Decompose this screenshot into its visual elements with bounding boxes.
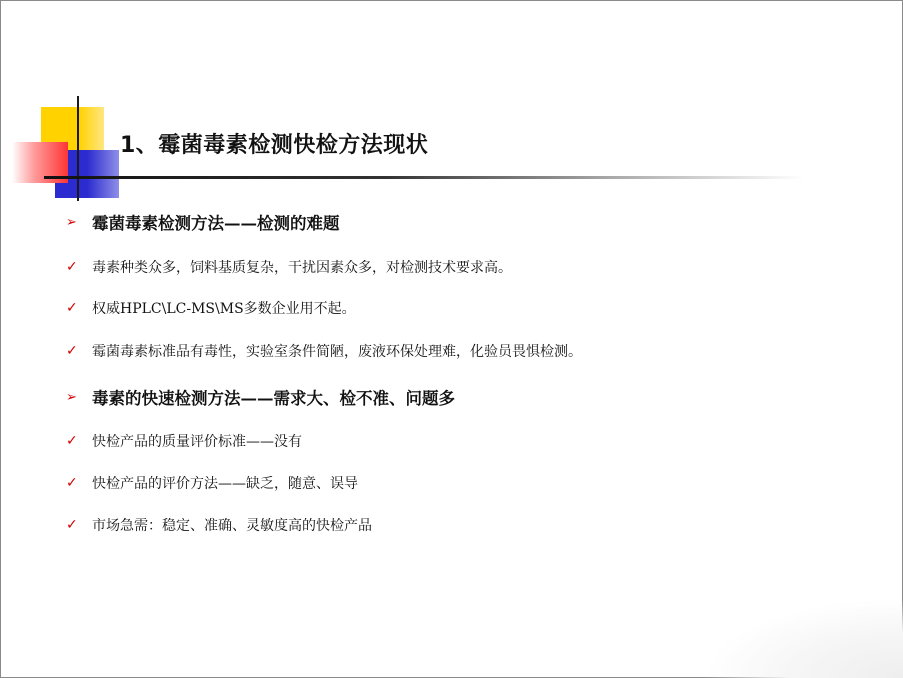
- arrow-bullet-icon: ➢: [66, 214, 77, 230]
- arrow-bullet-icon: ➢: [66, 389, 77, 405]
- check-bullet-icon: ✓: [66, 475, 78, 491]
- section-heading: [66, 385, 455, 409]
- list-item: [66, 473, 358, 493]
- decor-vertical-line: [77, 96, 79, 201]
- list-item-text: 快检产品的质量评价标准——没有: [92, 434, 302, 450]
- title-underline: [44, 176, 804, 179]
- section-heading-text: 毒素的快速检测方法——需求大、检不准、问题多: [92, 389, 455, 408]
- list-item-text: 快检产品的评价方法——缺乏，随意、误导: [92, 476, 358, 492]
- check-bullet-icon: ✓: [66, 433, 78, 449]
- check-bullet-icon: ✓: [66, 259, 78, 275]
- list-item: [66, 341, 582, 361]
- check-bullet-icon: ✓: [66, 300, 78, 316]
- list-item: [66, 515, 372, 535]
- check-bullet-icon: ✓: [66, 343, 78, 359]
- section-heading-text: 霉菌毒素检测方法——检测的难题: [92, 214, 340, 233]
- slide-title: 1、霉菌毒素检测快检方法现状: [120, 133, 429, 158]
- check-bullet-icon: ✓: [66, 517, 78, 533]
- decor-corner-wave: [703, 598, 903, 678]
- list-item-text: 权威HPLC\LC-MS\MS多数企业用不起。: [92, 301, 356, 317]
- list-item-text: 毒素种类众多，饲料基质复杂，干扰因素众多，对检测技术要求高。: [92, 260, 512, 276]
- list-item: [66, 431, 302, 451]
- section-heading: [66, 210, 340, 234]
- list-item-text: 市场急需：稳定、准确、灵敏度高的快检产品: [92, 518, 372, 534]
- list-item: [66, 257, 512, 277]
- list-item: [66, 298, 356, 318]
- list-item-text: 霉菌毒素标准品有毒性，实验室条件简陋，废液环保处理难，化验员畏惧检测。: [92, 344, 582, 360]
